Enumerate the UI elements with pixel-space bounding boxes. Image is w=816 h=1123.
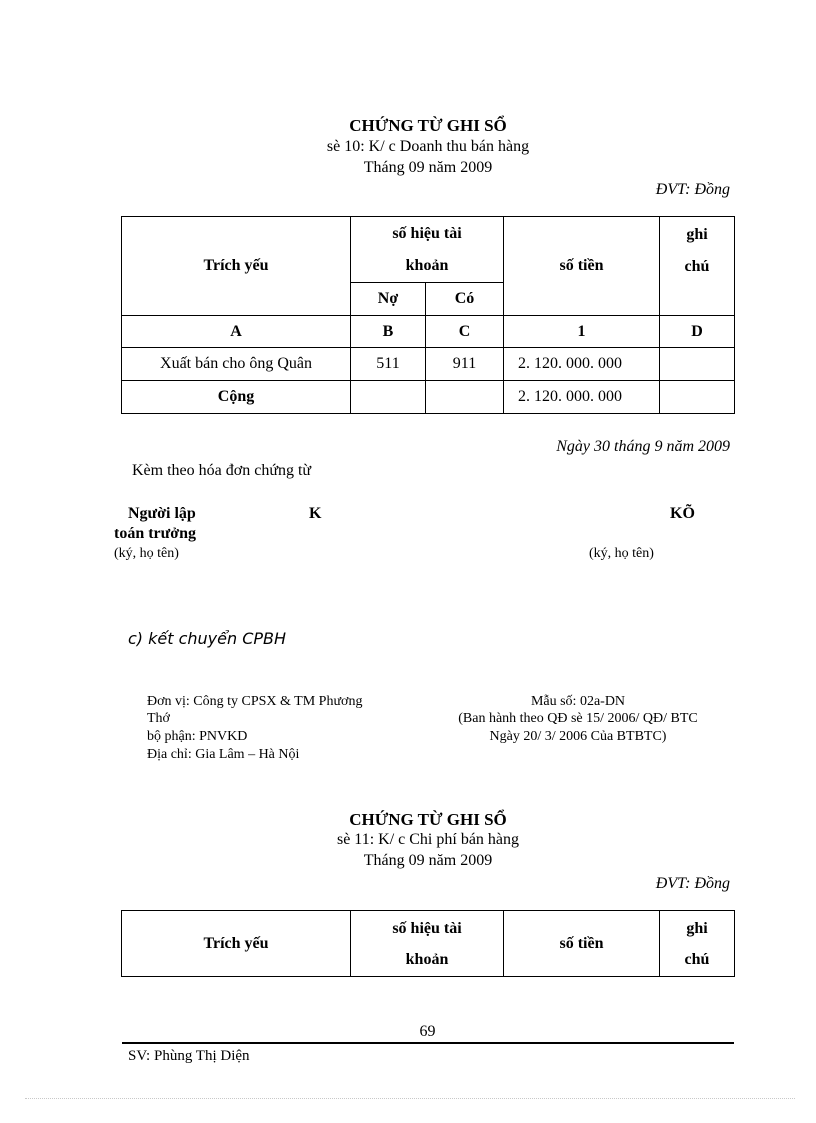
total-debit [351,381,426,414]
footer-rule [122,1042,734,1044]
signature-right-hint: (ký, họ tên) [589,546,654,561]
voucher2-header-row [122,911,735,977]
total-amount: 2. 120. 000. 000 [504,381,660,414]
header-note-line1: ghi [686,919,708,937]
voucher1-table [121,216,735,414]
form-issued-by: (Ban hành theo QĐ sè 15/ 2006/ QĐ/ BTC [458,711,698,726]
header-amount: số tiền [504,911,660,977]
voucher2-number: sè 11: K/ c Chi phí bán hàng [336,831,520,848]
header-account-no-line2: khoản [405,256,449,274]
header-credit: Có [426,283,504,316]
voucher1-header-row [122,217,735,283]
header-account-no-line1: số hiệu tài [392,919,462,937]
voucher1-date: Ngày 30 tháng 9 năm 2009 [556,438,730,455]
voucher1-number: sè 10: K/ c Doanh thu bán hàng [326,138,530,155]
header-note [660,911,735,977]
form-number: Mẫu số: 02a-DN [530,694,626,709]
header-account-no-line1: số hiệu tài [392,224,462,242]
row-debit: 511 [351,348,426,381]
total-credit [426,381,504,414]
table-row [122,348,735,381]
row-amount: 2. 120. 000. 000 [504,348,660,381]
attachment-note: Kèm theo hóa đơn chứng từ [132,462,312,479]
voucher1-period: Tháng 09 năm 2009 [363,159,493,176]
form-issued-date: Ngày 20/ 3/ 2006 Của BTBTC) [489,729,667,744]
voucher2-unit: ĐVT: Đồng [655,875,730,892]
code-a: A [122,316,351,348]
header-amount: số tiền [504,217,660,316]
signature-k: K [309,505,322,522]
header-debit: Nợ [351,283,426,316]
signature-left-hint: (ký, họ tên) [114,546,179,561]
code-1: 1 [504,316,660,348]
total-label: Cộng [122,381,351,414]
header-note-line2: chú [684,950,710,968]
header-note-line2: chú [684,258,710,275]
signature-chief-accountant: toán trưởng [114,525,197,542]
org-unit-cont: Thớ [147,711,170,726]
header-account-no [351,217,504,283]
code-c: C [426,316,504,348]
header-summary: Trích yếu [122,911,351,977]
header-account-no-line2: khoản [405,950,449,968]
page-number: 69 [419,1023,436,1040]
code-b: B [351,316,426,348]
header-summary: Trích yếu [122,217,351,316]
row-note [660,348,735,381]
row-credit: 911 [426,348,504,381]
voucher2-period: Tháng 09 năm 2009 [363,852,493,869]
signature-preparer: Người lập [128,505,196,522]
voucher2-title: CHỨNG TỪ GHI SỔ [349,810,507,829]
org-unit: Đơn vị: Công ty CPSX & TM Phương [147,694,363,709]
org-department: bộ phận: PNVKD [147,729,248,744]
voucher1-code-row [122,316,735,348]
section-heading: c) kết chuyển CPBH [128,629,287,648]
voucher1-title: CHỨNG TỪ GHI SỔ [349,116,507,135]
voucher2-table [121,910,735,977]
signature-ke: KÕ [670,505,695,522]
header-note-line1: ghi [686,226,708,243]
row-summary: Xuất bán cho ông Quân [122,348,351,381]
total-note [660,381,735,414]
page-edge-divider [25,1098,795,1099]
footer-student: SV: Phùng Thị Diện [128,1048,250,1064]
total-row [122,381,735,414]
header-account-no [351,911,504,977]
header-note [660,217,735,316]
voucher1-unit: ĐVT: Đồng [655,181,730,198]
code-d: D [660,316,735,348]
org-address: Địa chỉ: Gia Lâm – Hà Nội [147,747,300,762]
